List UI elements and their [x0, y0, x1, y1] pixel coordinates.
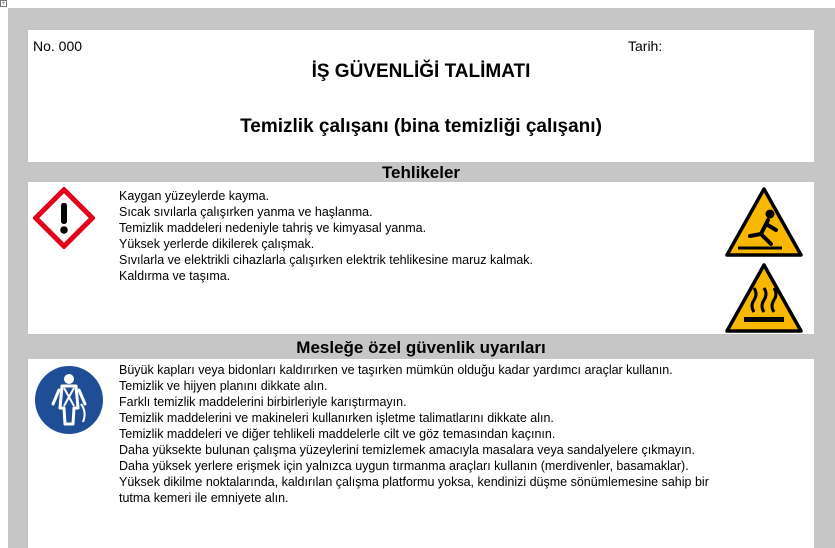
list-item: Yüksek yerlerde dikilerek çalışmak. [119, 237, 315, 251]
list-item: Temizlik ve hijyen planını dikkate alın. [119, 379, 328, 393]
hazards-section [28, 182, 814, 334]
list-item: Sıvılarla ve elektrikli cihazlarla çalışırken elektrik tehlikesine maruz kalmak. [119, 253, 534, 267]
list-item: Farklı temizlik maddelerini birbirleriyle karıştırmayın. [119, 395, 407, 409]
list-item: Daha yüksek yerlere erişmek için yalnızca uygun tırmanma araçları kullanın (merdivenler, basamaklar). [119, 459, 689, 473]
document-number: No. 000 [33, 38, 83, 54]
safety-harness-icon [33, 364, 105, 436]
document-date-label: Tarih: [628, 38, 663, 54]
list-item: Yüksek dikilme noktalarında, kaldırılan çalışma platformu yoksa, kendinizi düşme sönümlemesine sahip bir tutma kemeri ile emniyete alın. [119, 475, 709, 505]
list-item: Sıcak sıvılarla çalışırken yanma ve haşlanma. [119, 205, 373, 219]
hot-surface-warning-icon [724, 262, 804, 334]
document-title: İŞ GÜVENLİĞİ TALİMATI [311, 61, 531, 82]
list-item: Temizlik maddelerini ve makineleri kullanırken işletme talimatlarını dikkate alın. [119, 411, 554, 425]
document-header [28, 30, 814, 162]
hazards-section-title: Tehlikeler [381, 163, 461, 182]
warnings-section-title: Mesleğe özel güvenlik uyarıları [296, 338, 546, 357]
warnings-section [28, 359, 814, 548]
list-item: Temizlik maddeleri ve diğer tehlikeli maddelerle cilt ve göz temasından kaçının. [119, 427, 556, 441]
list-item: Temizlik maddeleri nedeniyle tahriş ve kimyasal yanma. [119, 221, 427, 235]
list-item: Kaygan yüzeylerde kayma. [119, 189, 270, 203]
warnings-list [119, 362, 719, 506]
list-item: Büyük kapları veya bidonları kaldırırken ve taşırken mümkün olduğu kadar yardımcı araçlar kullanın. [119, 363, 673, 377]
list-item: Daha yüksekte bulunan çalışma yüzeylerini temizlemek amacıyla masalara veya sandalyelere çıkmayın. [119, 443, 695, 457]
document-subtitle: Temizlik çalışanı (bina temizliği çalışanı) [240, 116, 602, 137]
list-item: Kaldırma ve taşıma. [119, 269, 231, 283]
slip-warning-icon [724, 186, 804, 258]
hazards-list [119, 188, 533, 284]
exclamation-hazard-icon [33, 187, 95, 249]
corner-marker: + [1, 1, 6, 7]
document-frame [8, 8, 835, 548]
